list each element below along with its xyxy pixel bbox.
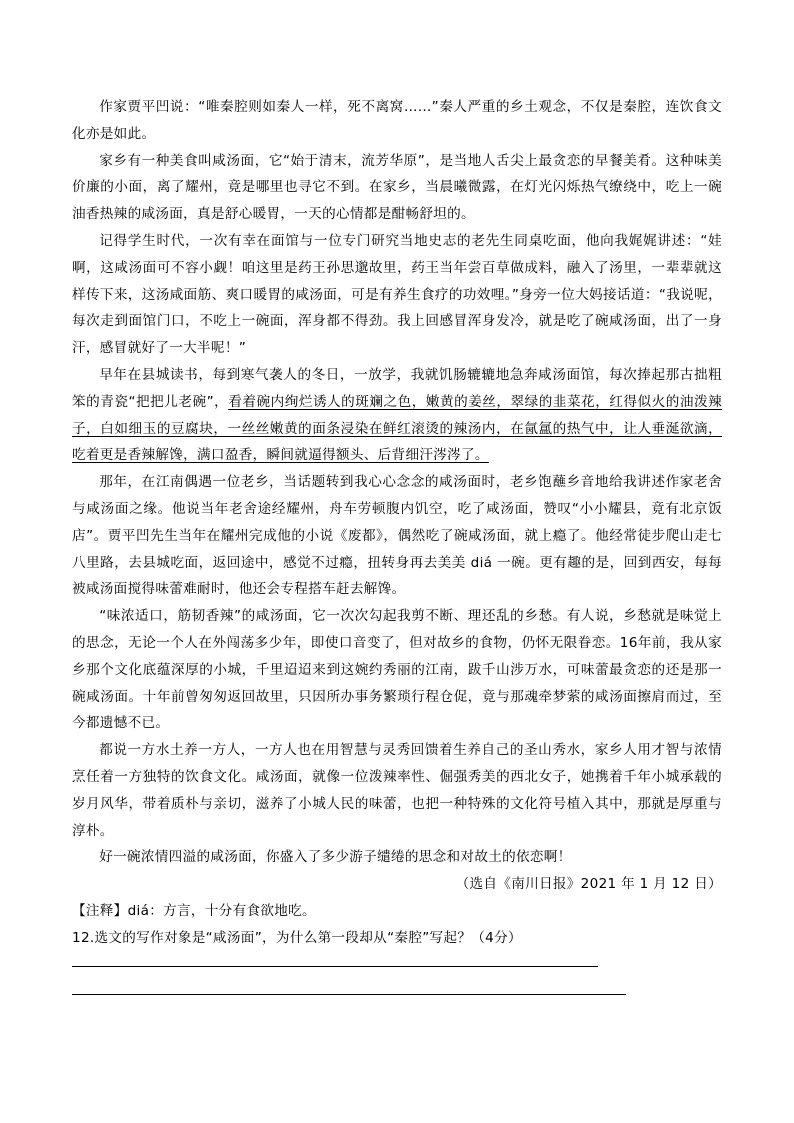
paragraph-8: 好一碗浓情四溢的咸汤面，你盛入了多少游子缱绻的思念和对故土的依恋啊！ [99,849,572,866]
question-12: 12.选文的写作对象是“咸汤面”，为什么第一段却从“秦腔”写起？（4分） [72,929,522,946]
paragraph-6: “味浓适口，筋韧香辣”的咸汤面，它一次次勾起我剪不断、理还乱的乡愁。有人说，乡愁就是味觉上的思念，无论一个人在外闯荡多少年，即使口音变了，但对故乡的食物，仍怀无限眷恋。16年前，我从家乡那个文化底蕴深厚的小城，千里迢迢来到这婉约秀丽的江南，跋千山涉万水，可味蕾最贪恋的还是那一碗咸汤面。十年前曾匆匆返回故里，只因所办事务繁琐行程仓促，竟与那魂牵梦萦的咸汤面擦肩而过，至今都遗憾不已。 [72,608,722,732]
source-citation: （选自《南川日报》2021 年 1 月 12 日） [455,876,722,893]
answer-area[interactable] [72,952,722,1012]
paragraph-5: 那年，在江南偶遇一位老乡，当话题转到我心心念念的咸汤面时，老乡饱蘸乡音地给我讲述作家老舍与咸汤面之缘。他说当年老舍途经耀州，舟车劳顿腹内饥空，吃了咸汤面，赞叹“小小耀县，竟有北京饭店”。贾平凹先生当年在耀州完成他的小说《废都》，偶然吃了碗咸汤面，就上瘾了。他经常徒步爬山走七八里路，去县城吃面，返回途中，感觉不过瘾，扭转身再去美美 diá 一碗。更有趣的是，回到西安，每每被咸汤面搅得味蕾难耐时，他还会专程搭车赶去解馋。 [72,474,722,598]
paragraph-2: 家乡有一种美食叫咸汤面，它“始于清末，流芳华原”，是当地人舌尖上最贪恋的早餐美肴。这种味美价廉的小面，离了耀州，竟是哪里也寻它不到。在家乡，当晨曦微露，在灯光闪烁热气缭绕中，吃上一碗油香热辣的咸汤面，真是舒心暖胃，一天的心情都是酣畅舒坦的。 [72,152,722,223]
underlined-passage: 看着碗内绚烂诱人的斑斓之色，嫩黄的姜丝，翠绿的韭菜花，红得似火的油泼辣子，白如细玉的豆腐块，一丝丝嫩黄的面条浸染在鲜红滚烫的辣汤内，在氤氲的热气中，让人垂涎欲滴，吃着更是香辣解馋，满口盈香，瞬间就逼得额头、后背细汗涔涔了。 [72,393,723,464]
answer-line-1 [72,966,598,967]
paragraph-4-lead: 早年在县城读书，每到寒气袭人的冬日，一放学，我就饥肠辘辘地急奔咸汤面馆，每次捧起那古拙粗笨的青瓷“把把儿老碗”， [72,366,722,410]
article-body [72,94,722,1012]
paragraph-4 [72,362,722,469]
annotation-note: 【注释】diá：方言，十分有食欲地吃。 [72,902,316,919]
paragraph-1: 作家贾平凹说：“唯秦腔则如秦人一样，死不离窝……”秦人严重的乡土观念，不仅是秦腔，连饮食文化亦是如此。 [72,99,722,142]
answer-line-2 [72,994,626,995]
paragraph-3: 记得学生时代，一次有幸在面馆与一位专门研究当地史志的老先生同桌吃面，他向我娓娓讲述：“娃啊，这咸汤面可不容小觑！咱这里是药王孙思邈故里，药王当年尝百草做成料，融入了汤里，一辈辈就这样传下来，这汤咸面筋、爽口暖胃的咸汤面，可是有养生食疗的功效哩。”身旁一位大妈接话道：“我说呢，每次走到面馆门口，不吃上一碗面，浑身都不得劲。我上回感冒浑身发冷，就是吃了碗咸汤面，出了一身汗，感冒就好了一大半呢！” [72,232,722,357]
paragraph-7: 都说一方水土养一方人，一方人也在用智慧与灵秀回馈着生养自己的圣山秀水，家乡人用才智与浓情烹任着一方独特的饮食文化。咸汤面，就像一位泼辣率性、倔强秀美的西北女子，她携着千年小城承载的岁月风华，带着质朴与亲切，滋养了小城人民的味蕾，也把一种特殊的文化符号植入其中，那就是厚重与淳朴。 [72,742,722,839]
